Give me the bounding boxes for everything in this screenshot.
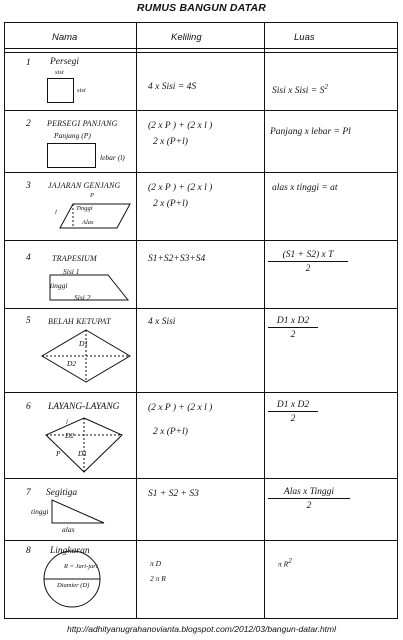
row2-label-panjang: Panjang (P) [54, 131, 91, 140]
header-keliling: Keliling [171, 32, 202, 43]
triangle-shape [52, 500, 104, 523]
row5-luas-denominator: 2 [290, 330, 296, 340]
row2-keliling-2: 2 x (P+l) [153, 137, 188, 147]
row3-label-l: l [55, 209, 57, 216]
row7-label-tinggi: tinggi [31, 507, 49, 516]
row6-luas-fraction [268, 400, 318, 424]
row7-luas-denominator: 2 [306, 501, 312, 511]
row6-number: 6 [26, 402, 31, 412]
row4-luas-numerator: (S1 + S2) x T [268, 250, 348, 262]
row7-number: 7 [26, 488, 31, 498]
row1-keliling: 4 x Sisi = 4S [148, 82, 197, 92]
row3-name: JAJARAN GENJANG [48, 181, 121, 190]
row3-label-p: P [90, 192, 94, 199]
row5-label-d1: D1 [79, 339, 89, 348]
row1-label-side: sisi [77, 87, 86, 94]
header-luas: Luas [294, 32, 315, 43]
row6-keliling-1: (2 x P ) + (2 x l ) [148, 403, 213, 413]
row3-keliling-1: (2 x P ) + (2 x l ) [148, 183, 213, 193]
row3-number: 3 [26, 181, 31, 191]
row8-label-radius: R = Jari-jari [64, 563, 98, 570]
row4-keliling: S1+S2+S3+S4 [148, 254, 206, 264]
row5-luas-numerator: D1 x D2 [268, 316, 318, 328]
row4-name: TRAPESIUM [52, 254, 97, 263]
row4-luas-denominator: 2 [305, 264, 311, 274]
row8-keliling-2: 2 π R [150, 574, 166, 583]
row6-luas-denominator: 2 [290, 414, 296, 424]
row1-label-top: sisi [55, 69, 64, 76]
row2-keliling-1: (2 x P ) + (2 x l ) [148, 121, 213, 131]
row4-number: 4 [26, 253, 31, 263]
parallelogram-shape [60, 204, 130, 228]
row7-luas-numerator: Alas x Tinggi [268, 487, 350, 499]
row8-keliling-1: π D [150, 559, 162, 568]
row8-luas: π $R^2$ [278, 557, 292, 569]
row5-label-d2: D2 [67, 359, 77, 368]
row2-name: PERSEGI PANJANG [47, 119, 118, 128]
row2-label-lebar: lebar (l) [100, 153, 125, 162]
row4-luas-fraction [268, 250, 348, 274]
row5-keliling: 4 x Sisi [148, 317, 176, 327]
row6-name: LAYANG-LAYANG [48, 402, 120, 412]
row6-label-d2: D2 [65, 431, 75, 440]
row3-label-alas: Alas [82, 219, 94, 226]
row1-name: Persegi [50, 57, 80, 67]
header-nama: Nama [52, 32, 78, 43]
row6-label-d1: D1 [78, 449, 88, 458]
row3-label-tinggi: Tinggi [76, 205, 93, 212]
row6-luas-numerator: D1 x D2 [268, 400, 318, 412]
row6-label-l: l [66, 419, 68, 426]
row7-name: Segitiga [46, 488, 78, 498]
page-title: RUMUS BANGUN DATAR [136, 2, 267, 14]
row2-number: 2 [26, 119, 31, 129]
row3-luas: alas x tinggi = at [272, 183, 338, 193]
rectangle-shape [48, 144, 96, 168]
row4-label-tinggi: tinggi [50, 281, 68, 290]
row8-label-diameter: Diamter (D) [57, 582, 90, 589]
row8-number: 8 [26, 546, 31, 556]
row8-name: Lingkaran [50, 546, 90, 556]
row6-keliling-2: 2 x (P+l) [153, 427, 188, 437]
row4-label-sisi2: Sisi 2 [74, 293, 91, 302]
source-url: http://adhityanugrahanovianta.blogspot.com/2012/03/bangun-datar.html [66, 624, 337, 634]
row1-luas: Sisi x Sisi = $S^2$ [272, 83, 328, 97]
row5-name: BELAH KETUPAT [48, 317, 111, 326]
row3-keliling-2: 2 x (P+l) [153, 199, 188, 209]
row2-luas: Panjang x lebar = Pl [270, 127, 351, 137]
row5-luas-fraction [268, 316, 318, 340]
row7-luas-fraction [268, 487, 350, 511]
row7-keliling: S1 + S2 + S3 [148, 489, 199, 499]
row1-number: 1 [26, 58, 31, 68]
row6-label-p: P [56, 449, 61, 458]
square-shape [48, 79, 74, 103]
row4-label-sisi1: Sisi 1 [63, 267, 80, 276]
row7-label-alas: alas [62, 525, 75, 534]
row5-number: 5 [26, 316, 31, 326]
